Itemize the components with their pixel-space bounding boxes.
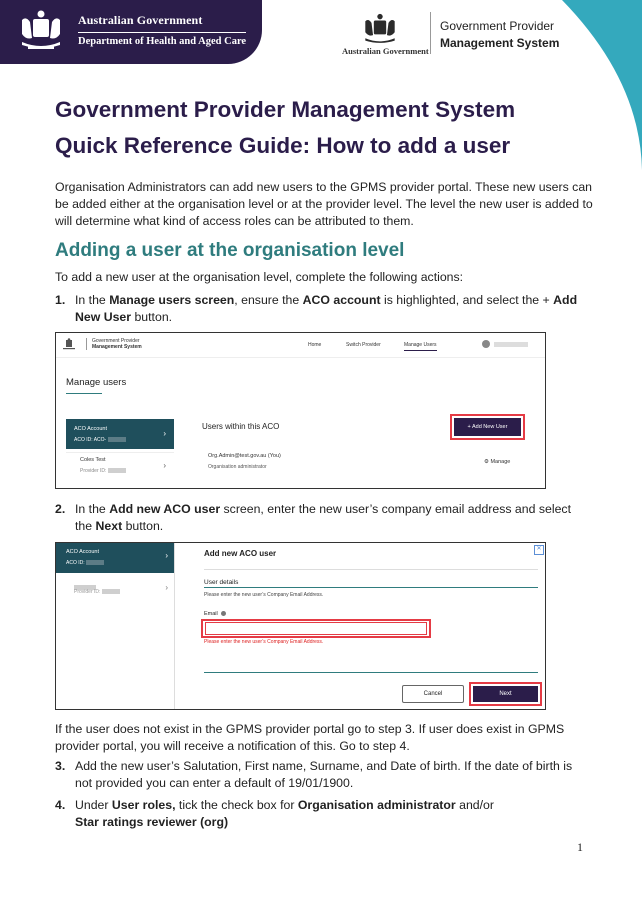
add-new-aco-user-screenshot (55, 542, 546, 710)
nav-manage-users[interactable]: Manage Users (404, 342, 437, 351)
coat-of-arms-icon (362, 12, 398, 46)
users-within-title: Users within this ACO (202, 422, 280, 431)
gear-icon: ⚙ (484, 459, 489, 465)
chevron-right-icon: › (165, 583, 168, 592)
dept-line-2: Department of Health and Aged Care (78, 36, 247, 47)
user-email: Org.Admin@test.gov.au (You) (208, 453, 281, 459)
aco-account-item[interactable]: ACO Account ACO ID: ACO- › (66, 419, 174, 449)
nav-switch-provider[interactable]: Switch Provider (346, 342, 381, 348)
step-text: Under User roles, tick the check box for Organisation administrator and/or Star ratings reviewer (org) (75, 798, 494, 829)
dept-line-1: Australian Government (78, 13, 203, 27)
title-line-1: Government Provider Management System (55, 97, 516, 122)
step-number: 2. (55, 502, 66, 516)
manage-users-screenshot (55, 332, 546, 489)
divider (78, 32, 246, 33)
chevron-right-icon: › (165, 551, 168, 560)
intro-paragraph: Organisation Administrators can add new users to the GPMS provider portal. These new users can be added either at the organisation level or at the provider level. The level the new user is added to will determine what kind of access roles can be attributed to them. (55, 180, 593, 228)
manage-link[interactable]: ⚙ Manage (484, 459, 511, 465)
step-number: 3. (55, 759, 66, 773)
after-step-2-paragraph: If the user does not exist in the GPMS provider portal go to step 3. If user does exist in GPMS provider portal, you will receive a notification of this. Go to step 4. (55, 722, 565, 753)
nav-home[interactable]: Home (308, 342, 322, 348)
title-line-2: Quick Reference Guide: How to add a user (55, 133, 511, 158)
redacted-username (494, 342, 528, 347)
page-number: 1 (577, 840, 583, 854)
user-role: Organisation administrator (208, 464, 267, 470)
logo-australian-government: Australian Government (342, 46, 429, 56)
email-error: Please enter the new user’s Company Email Address. (204, 639, 324, 645)
step-text: In the Manage users screen, ensure the ACO account is highlighted, and select the + Add New User button. (75, 293, 578, 324)
app-brand: Government Provider Management System (92, 338, 142, 350)
coat-of-arms-icon (62, 338, 76, 350)
app-topbar (56, 333, 545, 358)
logo-line-1: Government Provider (440, 19, 555, 33)
step-text: In the Add new ACO user screen, enter the new user’s company email address and select the Next button. (75, 502, 571, 533)
chevron-right-icon: › (163, 461, 166, 470)
manage-users-title: Manage users (66, 377, 127, 388)
chevron-right-icon: › (163, 429, 166, 438)
email-field[interactable] (205, 622, 427, 635)
page-title (55, 92, 595, 164)
next-button[interactable]: Next (473, 686, 538, 702)
step-text: Add the new user’s Salutation, First name, Surname, and Date of birth. If the date of birth is not provided you can enter a default of 19/01/1900. (75, 759, 573, 790)
info-icon (221, 611, 226, 616)
logo-separator (430, 12, 431, 54)
section-heading: Adding a user at the organisation level (55, 240, 405, 261)
close-icon[interactable]: ✕ (534, 545, 544, 555)
aco-account-item[interactable]: ACO Account ACO ID: › (56, 543, 174, 573)
add-new-user-button[interactable]: + Add New User (454, 418, 521, 436)
step-number: 4. (55, 798, 66, 812)
user-avatar-icon[interactable] (482, 340, 490, 348)
cancel-button[interactable]: Cancel (402, 685, 464, 703)
step-number: 1. (55, 293, 66, 307)
provider-item[interactable]: Provider ID: › (74, 583, 168, 595)
provider-item[interactable]: Coles Test Provider ID: › (66, 452, 174, 481)
user-details-description: Please enter the new user’s Company Email Address. (204, 592, 324, 598)
lead-text: To add a new user at the organisation level, complete the following actions: (55, 270, 464, 284)
coat-of-arms-icon (18, 8, 64, 52)
gpms-logo (342, 10, 572, 56)
logo-line-2: Management System (440, 36, 560, 50)
dialog-title: Add new ACO user (204, 549, 277, 558)
email-label: Email (204, 611, 226, 617)
department-banner (0, 0, 262, 64)
user-details-heading: User details (204, 579, 239, 586)
